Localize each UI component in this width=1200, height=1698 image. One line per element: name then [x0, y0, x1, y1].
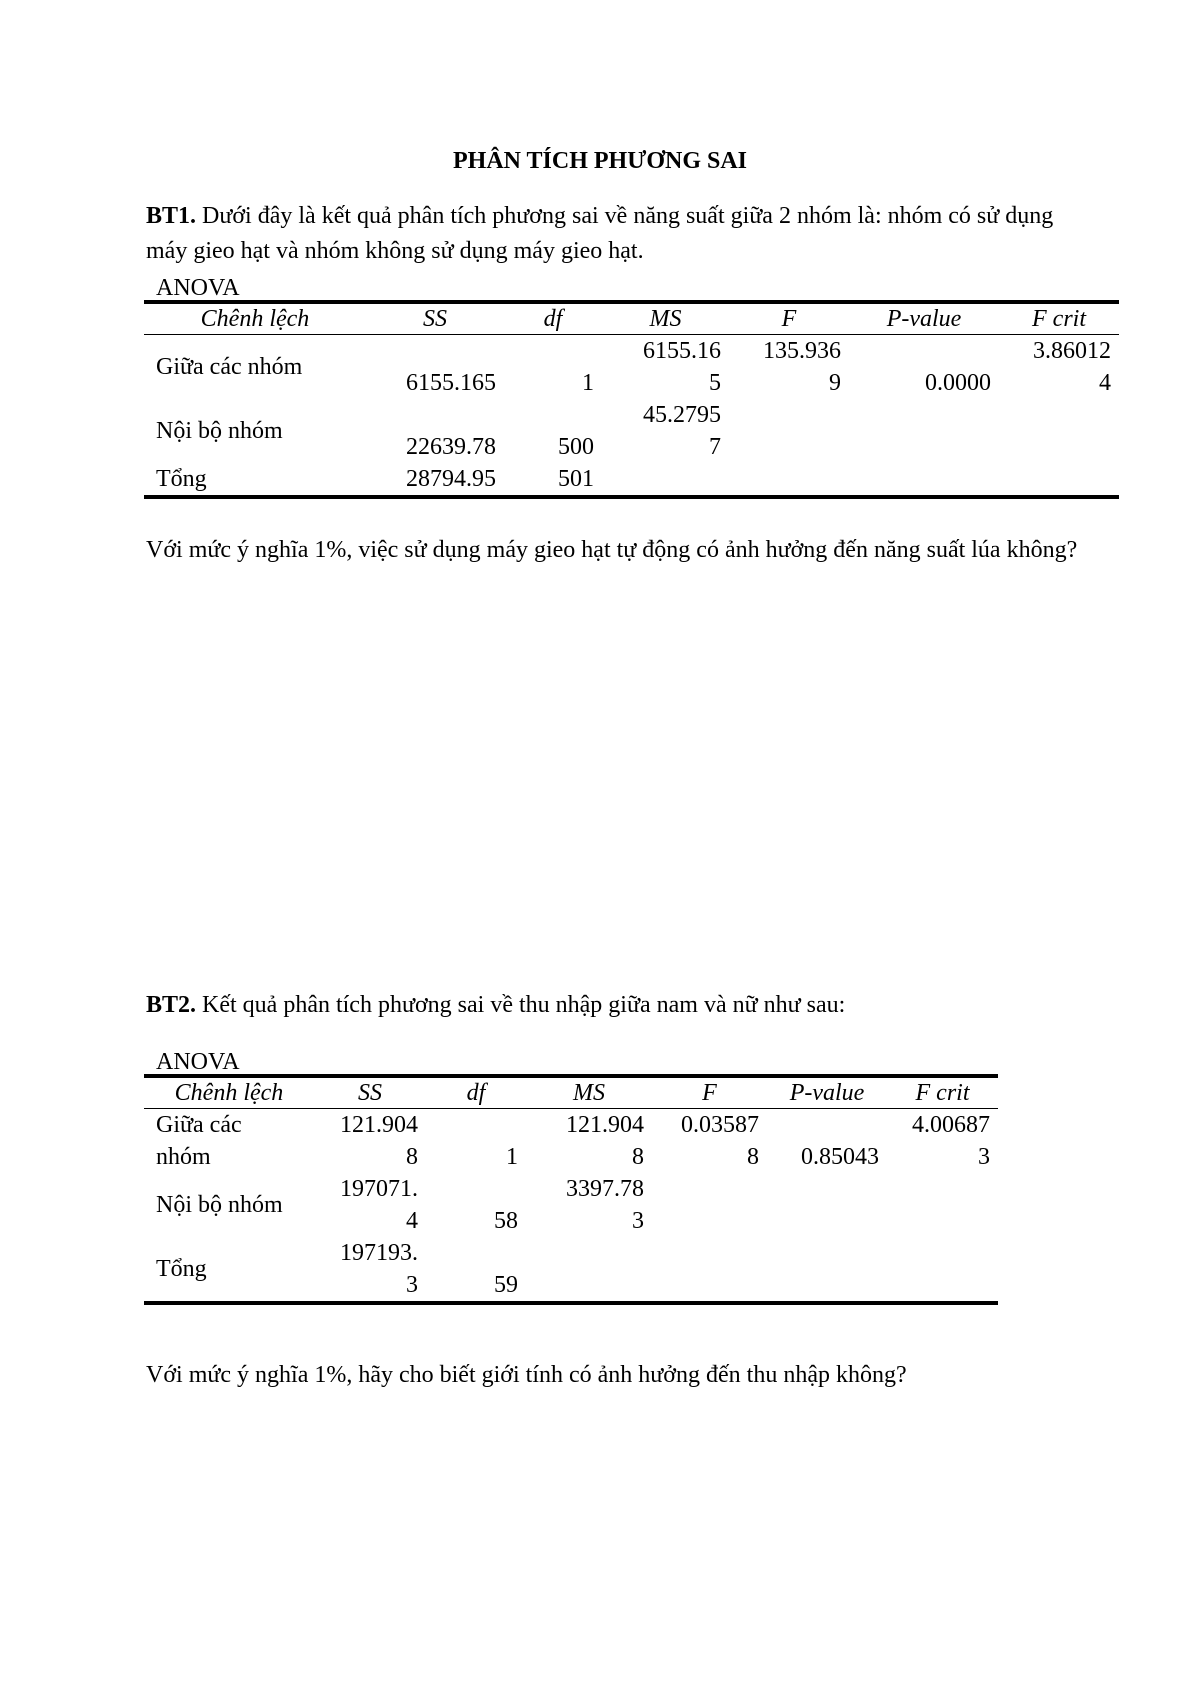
bt2-intro [146, 988, 1086, 1023]
table-cell: 28794.95 [406, 466, 496, 492]
table-cell: 197071. 4 [340, 1176, 418, 1234]
column-header: P-value [849, 302, 999, 335]
row-label: Giữa các nhóm [156, 1112, 242, 1170]
table-cell: 59 [494, 1272, 518, 1298]
bt1-question: Với mức ý nghĩa 1%, việc sử dụng máy gieo hạt tự động có ảnh hưởng đến năng suất lúa không? [146, 537, 1078, 563]
bt1-text: Dưới đây là kết quả phân tích phương sai về năng suất giữa 2 nhóm là: nhóm có sử dụng máy gieo hạt và nhóm không sử dụng máy gieo hạt. [146, 203, 1054, 264]
table-header-row [144, 302, 1119, 335]
table-row [144, 1173, 998, 1237]
bt1-heading: BT1. [146, 203, 197, 229]
table-cell: 0.03587 8 [681, 1112, 759, 1170]
table-cell: 121.904 8 [566, 1112, 644, 1170]
bt1-intro [146, 199, 1086, 269]
table-cell: 501 [558, 466, 594, 492]
bt2-text: Kết quả phân tích phương sai về thu nhập giữa nam và nữ như sau: [196, 992, 846, 1018]
column-header: F crit [887, 1076, 998, 1109]
column-header: F [652, 1076, 767, 1109]
column-header: SS [314, 1076, 426, 1109]
table-cell: 22639.78 [406, 434, 496, 460]
table-row [144, 335, 1119, 400]
column-header: Chênh lệch [144, 302, 366, 335]
column-header: F [729, 302, 849, 335]
row-label: Giữa các nhóm [156, 354, 303, 380]
table-cell: 121.904 8 [340, 1112, 418, 1170]
row-label: Tổng [156, 1256, 207, 1282]
column-header: Chênh lệch [144, 1076, 314, 1109]
column-header: df [426, 1076, 526, 1109]
table-cell: 0.0000 [925, 370, 991, 396]
column-header: df [504, 302, 602, 335]
row-label: Tổng [156, 466, 207, 492]
table-row [144, 1109, 998, 1174]
table-row [144, 463, 1119, 497]
table-cell: 500 [558, 434, 594, 460]
bt2-anova-label: ANOVA [156, 1049, 240, 1075]
row-label: Nội bộ nhóm [156, 418, 283, 444]
table-cell: 1 [582, 370, 594, 396]
table-header-row [144, 1076, 998, 1109]
bt2-heading: BT2. [146, 992, 197, 1018]
table-cell: 58 [494, 1208, 518, 1234]
table-cell: 3397.78 3 [566, 1176, 644, 1234]
table-row [144, 1237, 998, 1303]
table-cell: 0.85043 [801, 1144, 879, 1170]
page-title: PHÂN TÍCH PHƯƠNG SAI [452, 148, 748, 174]
table-cell: 6155.165 [406, 370, 496, 396]
table-row [144, 399, 1119, 463]
column-header: MS [602, 302, 729, 335]
table-cell: 3.86012 4 [1033, 338, 1111, 396]
table-cell: 135.936 9 [763, 338, 841, 396]
table-cell: 4.00687 3 [912, 1112, 990, 1170]
column-header: P-value [767, 1076, 887, 1109]
bt1-anova-label: ANOVA [156, 275, 240, 301]
table-cell: 197193. 3 [340, 1240, 418, 1298]
column-header: SS [366, 302, 504, 335]
table-cell: 6155.16 5 [643, 338, 721, 396]
bt1-anova-table [144, 300, 1119, 499]
row-label: Nội bộ nhóm [156, 1192, 283, 1218]
bt2-question: Với mức ý nghĩa 1%, hãy cho biết giới tính có ảnh hưởng đến thu nhập không? [146, 1362, 907, 1388]
table-cell: 1 [506, 1144, 518, 1170]
column-header: MS [526, 1076, 652, 1109]
column-header: F crit [999, 302, 1119, 335]
bt2-anova-table [144, 1074, 998, 1305]
table-cell: 45.2795 7 [643, 402, 721, 460]
